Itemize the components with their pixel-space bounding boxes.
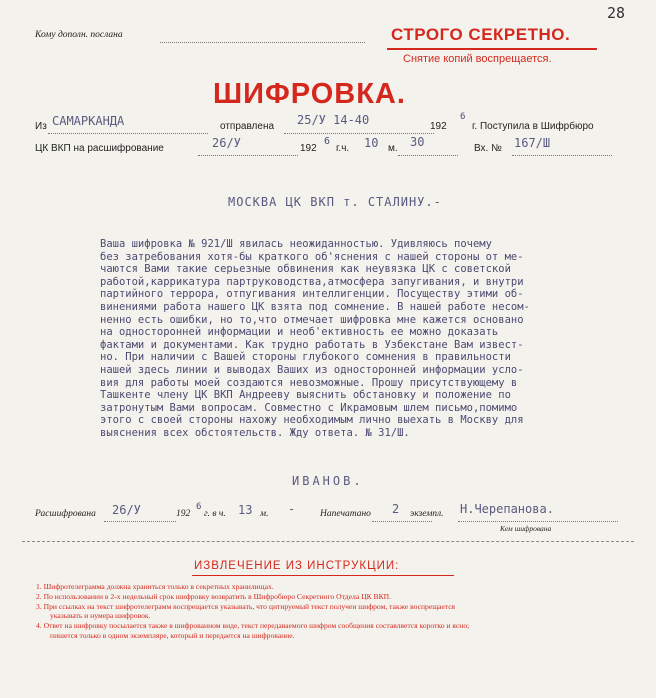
minute-value: 30 (410, 135, 425, 149)
body-line: Ташкенте члену ЦК ВКП Андрееву выяснить обстановку и положение по (100, 389, 511, 402)
body-line: нашей здесь линии и выводах Ваших из односторонней информации усло- (100, 363, 524, 376)
year-digit-2: 6 (324, 136, 331, 147)
year-prefix-3: 192 (176, 509, 191, 519)
copies-label: экземпл. (410, 509, 444, 519)
body-line: этого с своей стороны нахожу необходимым лично выехать в Москву для (100, 414, 524, 427)
body-line: вия для работы моей создаются невозможные. Прошу присутствующему в (100, 376, 518, 389)
decoding-label: ЦК ВКП на расшифрование (35, 143, 164, 154)
distribution-line (160, 42, 365, 43)
sent-line (284, 133, 434, 134)
instructions-title: ИЗВЛЕЧЕНИЕ ИЗ ИНСТРУКЦИИ: (194, 560, 400, 572)
printed-label: Напечатано (320, 509, 371, 519)
minute-line (398, 155, 458, 156)
instruction-item: 3. При ссылках на текст шифротелеграмм воспрещается указывать, что цитируемый текст получен шифром, также воспрещается (36, 601, 456, 611)
decoder-name: Н.Черепанова. (460, 502, 554, 516)
decoded-date: 26/У (112, 503, 141, 517)
incoming-label: Вх. № (474, 143, 502, 154)
year-prefix-1: 192 (430, 121, 447, 132)
top-secret-label: СТРОГО СЕКРЕТНО. (391, 25, 571, 44)
sent-value: 25/У 14-40 (297, 113, 370, 127)
decoded-minute: - (288, 502, 296, 516)
minute-label: м. (388, 143, 398, 154)
instruction-item: 1. Шифротелеграмма должна храниться только в секретных хранилищах. (36, 582, 274, 591)
instructions-title-rule (192, 575, 454, 576)
decoder-line (458, 521, 618, 522)
hour-value: 10 (364, 136, 379, 150)
body-line: на односторонней информации и необ'ективность ее можно доказать (100, 326, 499, 339)
body-line: затронутым Вами вопросам. Совместно с Икрамовым шлем письмо,помимо (100, 401, 518, 414)
body-line: партийного террора, отпугивания интеллигенции. Посуществу этими об- (100, 288, 524, 301)
year-digit-1: 6 (460, 112, 466, 122)
decoded-hour: 13 (238, 503, 253, 517)
decoding-date: 26/У (212, 136, 241, 150)
body-line: ненно есть ошибки, но то,что отмечает шифровка мне кажется основано (100, 313, 524, 326)
body-line: чаются Вами такие серьезные обвинения как неувязка ЦК с советской (100, 263, 511, 276)
body-line: но. При наличии с Вашей стороны глубокого сомнения в правильности (100, 351, 511, 364)
addressee: МОСКВА ЦК ВКП т. СТАЛИНУ.- (228, 195, 442, 209)
decoding-line (198, 155, 298, 156)
body-line: Ваша шифровка № 921/Ш явилась неожиданностью. Удивляюсь почему (100, 238, 492, 250)
decoded-label: Расшифрована (35, 509, 96, 519)
year-digit-3: 6 (196, 502, 202, 512)
sent-label: отправлена (220, 121, 275, 132)
tear-line (22, 541, 634, 542)
incoming-line (512, 155, 612, 156)
body-line: винениями работа нашего ЦК взята под сомнение. В нашей работе несом- (100, 300, 530, 313)
minute-abbr-label: м. (260, 509, 269, 519)
decoder-caption: Кем шифрована (500, 524, 552, 533)
instruction-item: пишется только в одном экземпляре, который и передается на шифрование. (50, 630, 295, 640)
hour-abbr-label: г. в ч. (204, 509, 226, 519)
copy-prohibited-label: Снятие копий воспрещается. (403, 53, 552, 65)
top-secret-stamp (383, 20, 601, 72)
body-line: без затребования хотя-бы краткого об'яснения с нашей стороны от ме- (100, 250, 524, 263)
copies-line (372, 521, 432, 522)
distribution-label: Кому дополн. послана (35, 30, 123, 40)
from-line (48, 133, 208, 134)
body-line: выяснения всех обстоятельств. Жду ответа. № 31/Ш. (100, 426, 410, 439)
instruction-item: указывать и нумера шифровок. (50, 611, 151, 621)
document-title: ШИФРОВКА. (213, 78, 406, 110)
incoming-value: 167/Ш (514, 136, 551, 150)
signature: ИВАНОВ. (292, 474, 364, 488)
instruction-item: 2. По использовании в 2-х недельный срок шифровку возвратить в Шифробюро Секретного Отдела ЦК ВКП. (36, 591, 392, 601)
year-prefix-2: 192 (300, 143, 317, 154)
stamp-rule (387, 48, 597, 50)
decoded-line (104, 521, 176, 522)
body-line: работой,каррикатура партруководства,атмосфера запугивания, и внутри (100, 275, 524, 288)
page-number: 28 (607, 4, 626, 22)
from-label: Из (35, 121, 47, 132)
received-label: г. Поступила в Шифрбюро (472, 121, 594, 132)
message-body (100, 238, 634, 440)
instruction-item: 4. Ответ на шифровку посылается также в шифрованном виде, текст передаваемого шифром сообщения составляется коротко и ясно; (36, 621, 470, 631)
copies-count: 2 (392, 502, 400, 516)
body-line: фактами и документами. Как трудно работать в Узбекстане Вам извест- (100, 338, 524, 351)
from-value: САМАРКАНДА (52, 114, 125, 128)
hour-label: г.ч. (336, 143, 350, 154)
instructions-list (36, 582, 596, 641)
